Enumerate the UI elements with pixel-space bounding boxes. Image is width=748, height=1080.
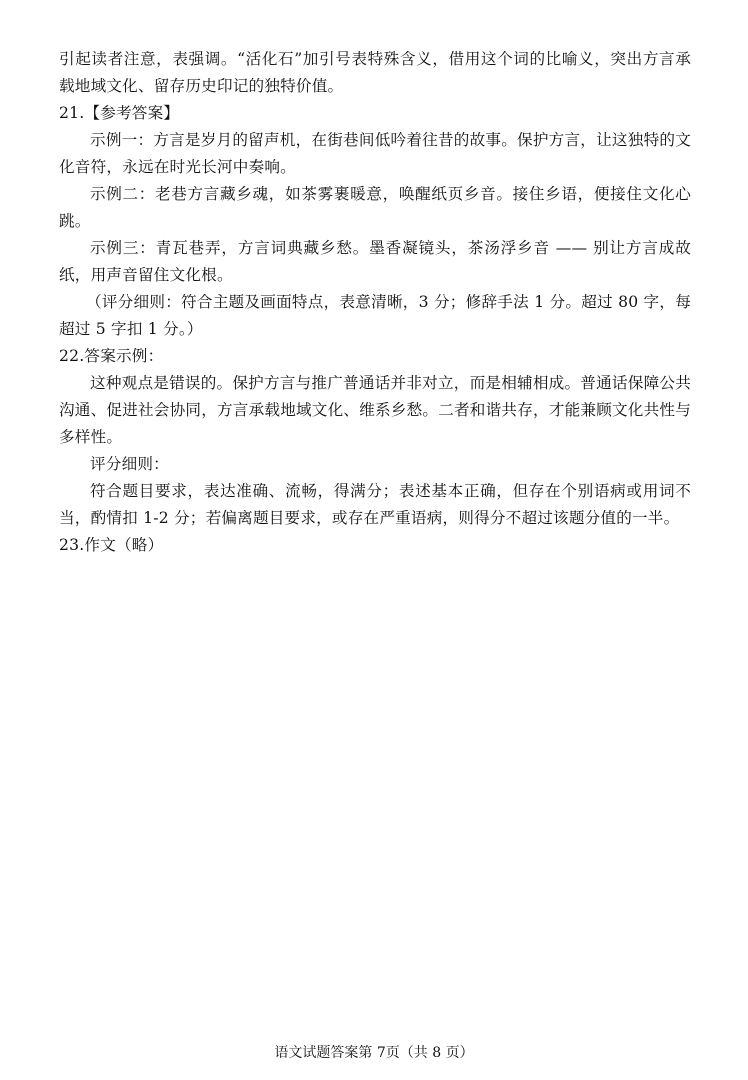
q23-heading: 23.作文（略） xyxy=(59,536,164,554)
q21-scoring-rules: （评分细则：符合主题及画面特点，表意清晰，3 分；修辞手法 1 分。超过 80 字，每超过 5 字扣 1 分。） xyxy=(59,293,691,338)
q21-example-3: 示例三：青瓦巷弄，方言词典藏乡愁。墨香凝镜头，茶汤浮乡音 —— 别让方言成故纸，用声音留住文化根。 xyxy=(59,239,691,284)
q21-example-2: 示例二：老巷方言藏乡魂，如茶雾裹暖意，唤醒纸页乡音。接住乡语，便接住文化心跳。 xyxy=(59,185,691,230)
answer-content xyxy=(59,46,691,559)
q22-scoring-rules: 符合题目要求，表达准确、流畅，得满分；表述基本正确，但存在个别语病或用词不当，酌情扣 1-2 分；若偏离题目要求，或存在严重语病，则得分不超过该题分值的一半。 xyxy=(59,482,691,527)
q20-answer-continuation: 引起读者注意，表强调。“活化石”加引号表特殊含义，借用这个词的比喻义，突出方言承载地域文化、留存历史印记的独特价值。 xyxy=(59,50,691,95)
q21-heading: 21.【参考答案】 xyxy=(59,104,180,122)
q22-sample-answer: 这种观点是错误的。保护方言与推广普通话并非对立，而是相辅相成。普通话保障公共沟通、促进社会协同，方言承载地域文化、维系乡愁。二者和谐共存，才能兼顾文化共性与多样性。 xyxy=(59,374,691,446)
q22-heading: 22.答案示例： xyxy=(59,347,164,365)
page-footer: 语文试题答案第 7页（共 8 页） xyxy=(274,1045,474,1061)
q21-example-1: 示例一：方言是岁月的留声机，在街巷间低吟着往昔的故事。保护方言，让这独特的文化音符，永远在时光长河中奏响。 xyxy=(59,131,691,176)
q22-scoring-heading: 评分细则： xyxy=(90,455,169,473)
